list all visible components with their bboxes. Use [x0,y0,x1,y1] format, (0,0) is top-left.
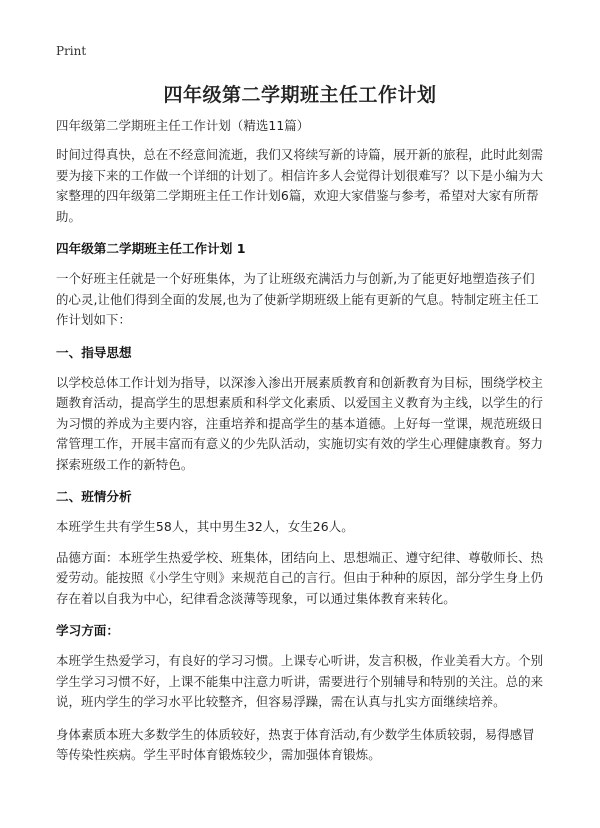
section-guiding-ideology-heading: 一、指导思想 [56,344,132,360]
document-body [56,116,546,766]
physical-fitness-paragraph: 身体素质本班大多数学生的体质较好，热衷于体育活动,有少数学生体质较弱，易得感冒等传染性疾病。学生平时体育锻炼较少，需加强体育锻炼。 [56,726,535,762]
section-guiding-ideology-body: 以学校总体工作计划为指导，以深渗入渗出开展素质教育和创新教育为目标，围绕学校主题教育活动，提高学生的思想素质和科学文化素质、以爱国主义教育为主线，以学生的行为习惯的养成为主要内容，注重培养和提高学生的基本道德。上好每一堂课，规范班级日常管理工作，开展丰富而有意义的少先队活动，实施切实有效的学生心理健康教育。努力探索班级工作的新特色。 [56,374,544,472]
plan-1-heading: 四年级第二学期班主任工作计划 1 [56,241,246,256]
study-heading: 学习方面： [56,623,119,638]
plan-1-intro-paragraph: 一个好班主任就是一个好班集体，为了让班级充满活力与创新,为了能更好地塑造孩子们的心灵,让他们得到全面的发展,也为了使新学期班级上能有更新的气息。特制定班主任工作计划如下： [56,271,539,327]
study-paragraph: 本班学生热爱学习，有良好的学习习惯。上课专心听讲，发言积极，作业美看大方。个别学生学习习惯不好，上课不能集中注意力听讲，需要进行个别辅导和特别的关注。总的来说，班内学生的学习水平比较整齐，但容易浮躁，需在认真与扎实方面继续培养。 [56,653,544,709]
moral-character-paragraph: 品德方面：本班学生热爱学校、班集体，团结向上、思想端正、遵守纪律、尊敬师长、热爱劳动。能按照《小学生守则》来规范自己的言行。但由于种种的原因，部分学生身上仍存在着以自我为中心，纪律看念淡薄等现象，可以通过集体教育来转化。 [56,549,544,606]
print-link[interactable]: Print [56,44,87,58]
class-stats-paragraph: 本班学生共有学生58人，其中男生32人，女生26人。 [56,519,354,534]
document-title: 四年级第二学期班主任工作计划 [163,84,437,106]
document-subtitle: 四年级第二学期班主任工作计划（精选11篇） [56,118,310,133]
section-class-analysis-heading: 二、班情分析 [56,489,132,504]
intro-paragraph: 时间过得真快，总在不经意间流逝，我们又将续写新的诗篇，展开新的旅程，此时此刻需要为接下来的工作做一个详细的计划了。相信许多人会觉得计划很难写？以下是小编为大家整理的四年级第二学期班主任工作计划6篇，欢迎大家借鉴与参考，希望对大家有所帮助。 [56,147,544,224]
